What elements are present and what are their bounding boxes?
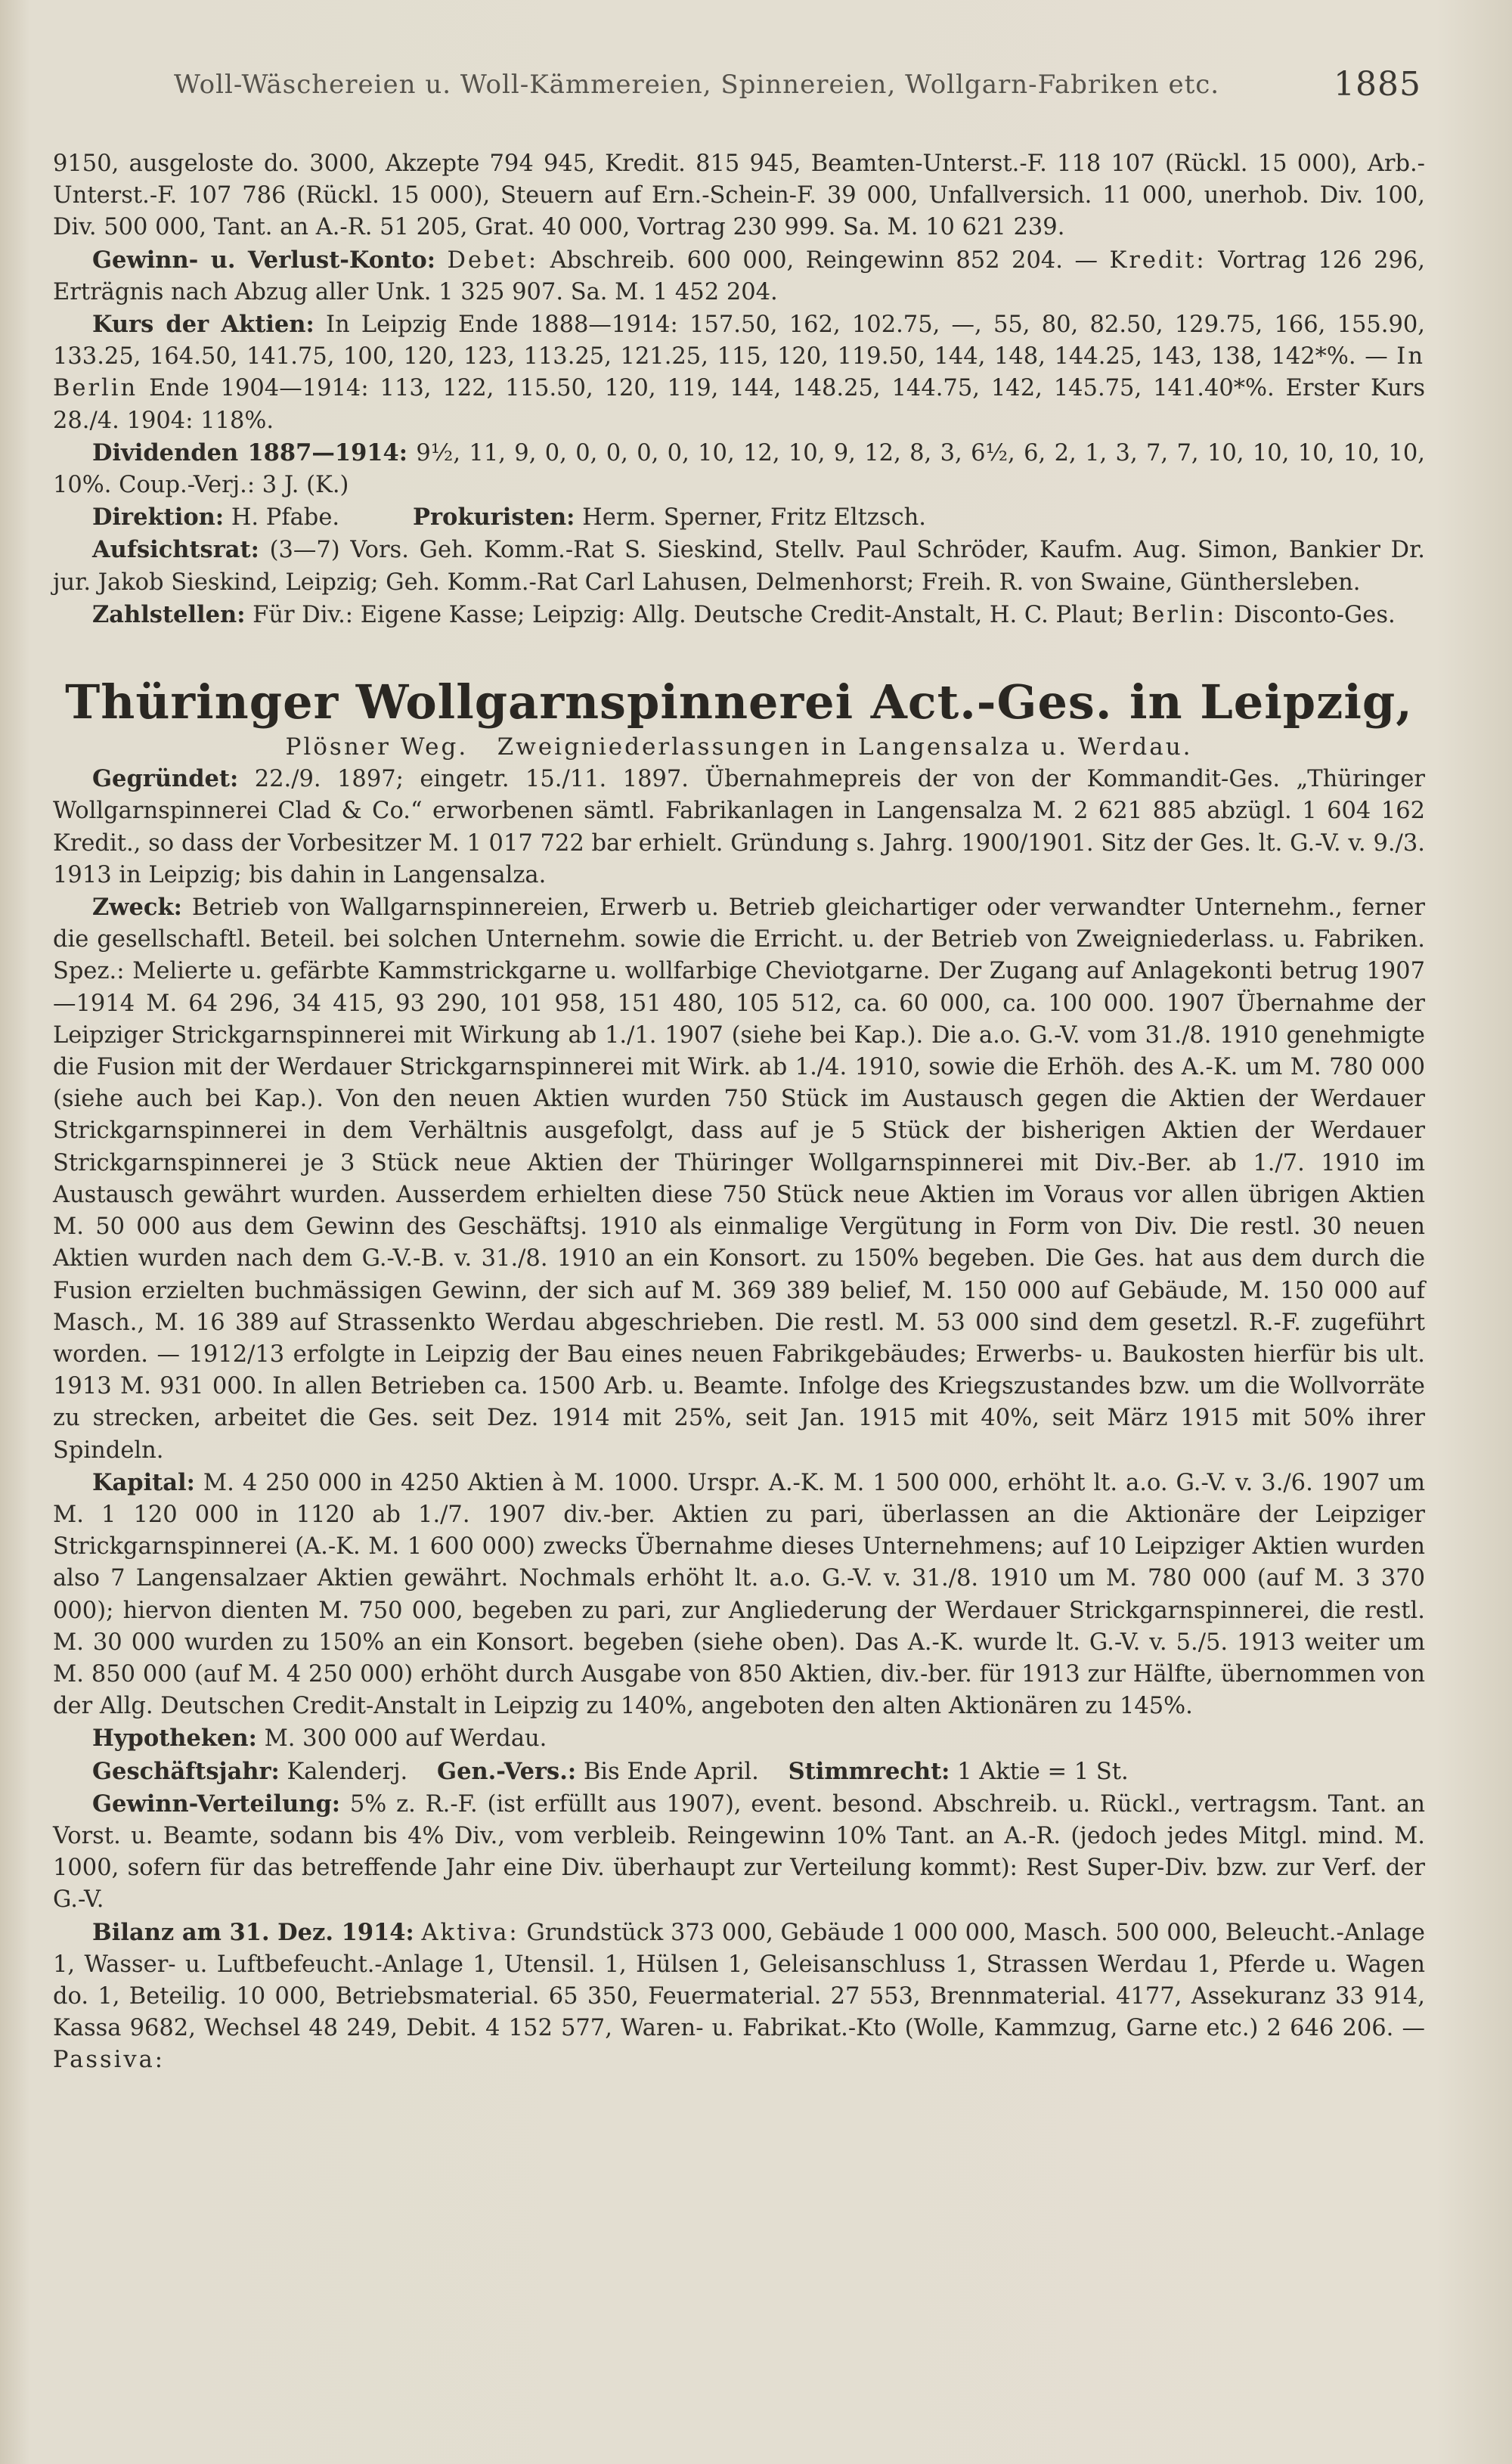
section-label: Bilanz am 31. Dez. 1914:: [92, 1918, 414, 1946]
section-text: M. 4 250 000 in 4250 Aktien à M. 1000. Urspr. A.-K. M. 1 500 000, erhöht lt. a.o. G.-V. v. 3./6. 1907 um M. 1 120 000 in 1120 ab 1./7. 1907 div.-ber. Aktien zu pari, überlassen an die Aktionäre der Leipziger Strickgarnspinnerei (A.-K. M. 1 600 000) zwecks Übernahme dieses Unternehmens; auf 10 Leipziger Aktien wurden also 7 Langensalzaer Aktien gewährt. Nochmals erhöht lt. a.o. G.-V. v. 31./8. 1910 um M. 780 000 (auf M. 3 370 000); hiervon dienten M. 750 000, begeben zu pari, zur Angliederung der Werdauer Strickgarnspinnerei, die restl. M. 30 000 wurden zu 150% an ein Konsort. begeben (siehe oben). Das A.-K. wurde lt. G.-V. v. 5./5. 1913 weiter um M. 850 000 (auf M. 4 250 000) erhöht durch Ausgabe von 850 Aktien, div.-ber. für 1913 zur Hälfte, übernommen von der Allg. Deutschen Credit-Anstalt in Leipzig zu 140%, angeboten den alten Aktionären zu 145%.: [53, 1469, 1425, 1720]
section-label: Geschäftsjahr:: [92, 1757, 280, 1785]
hypotheken: [53, 1722, 1425, 1755]
section-text: In Leipzig Ende 1888—1914: 157.50, 162, 102.75, —, 55, 80, 82.50, 129.75, 166, 155.90, 133.25, 164.50, 141.75, 100, 120, 123, 113.25, 121.25, 115, 120, 119.50, 144, 148, 144.25, 143, 138, 142*%. —: [53, 311, 1425, 370]
section-label: Direktion:: [92, 504, 225, 532]
section-label: Gewinn-Verteilung:: [92, 1790, 341, 1818]
kapital: [53, 1467, 1425, 1723]
dividenden: [53, 437, 1425, 501]
section-text: 5% z. R.-F. (ist erfüllt aus 1907), event. besond. Abschreib. u. Rückl., vertragsm. Tant. an Vorst. u. Beamte, sodann bis 4% Div., vom verbleib. Reingewinn 10% Tant. an A.-R. (jedoch jedes Mitgl. mind. M. 1000, sofern für das betreffende Jahr eine Div. überhaupt zur Verteilung kommt): Rest Super-Div. bzw. zur Verf. der G.-V.: [53, 1790, 1425, 1914]
section-label: Kurs der Aktien:: [92, 311, 314, 339]
section-text: Kalenderj.: [287, 1758, 408, 1785]
section-label: Prokuristen:: [413, 504, 575, 532]
section-label: Dividenden 1887—1914:: [92, 439, 407, 466]
section-text: 1 Aktie = 1 St.: [957, 1758, 1129, 1785]
running-header: [174, 65, 1421, 104]
section-label: Gegründet:: [92, 765, 239, 793]
section-text: 9½, 11, 9, 0, 0, 0, 0, 0, 10, 12, 10, 9, 12, 8, 3, 6½, 6, 2, 1, 3, 7, 7, 10, 10, 10, 10, 10, 10%. Coup.-Verj.: 3 J. (K.): [53, 439, 1425, 499]
section-text: Vortrag 126 296, Erträgnis nach Abzug aller Unk. 1 325 907. Sa. M. 1 452 204.: [53, 246, 1426, 305]
section-label: Stimmrecht:: [788, 1757, 950, 1785]
section-text: Abschreib. 600 000, Reingewinn 852 204. —: [550, 246, 1098, 274]
debet-label: Debet:: [447, 246, 539, 274]
passiva-label: Passiva:: [53, 2047, 166, 2074]
section-label: Zahlstellen:: [92, 600, 246, 628]
aktiva-label: Aktiva:: [421, 1919, 519, 1946]
section-text: H. Pfabe.: [231, 504, 340, 532]
section-label: Hypotheken:: [92, 1725, 257, 1753]
section-text: (3—7) Vors. Geh. Komm.-Rat S. Sieskind, Stellv. Paul Schröder, Kaufm. Aug. Simon, Bankier Dr. jur. Jakob Sieskind, Leipzig; Geh. Komm.-Rat Carl Lahusen, Delmenhorst; Freih. R. von Swaine, Günthersleben.: [53, 537, 1425, 596]
section-text: 22./9. 1897; eingetr. 15./11. 1897. Übernahmepreis der von der Kommandit-Ges. „Thüringer Wollgarnspinnerei Clad & Co.“ erworbenen sämtl. Fabrikanlagen in Langensalza M. 2 621 885 abzügl. 1 604 162 Kredit., so dass der Vorbesitzer M. 1 017 722 bar erhielt. Gründung s. Jahrg. 1900/1901. Sitz der Ges. lt. G.-V. v. 9./3. 1913 in Leipzig; bis dahin in Langensalza.: [53, 766, 1426, 888]
branches: Zweigniederlassungen in Langensalza u. Werdau.: [497, 733, 1193, 761]
section-text: Ende 1904—1914: 113, 122, 115.50, 120, 119, 144, 148.25, 144.75, 142, 145.75, 141.40*%. Erster Kurs 28./4. 1904: 118%.: [53, 375, 1425, 434]
page-number: 1885: [1334, 65, 1421, 104]
kurs-der-aktien: [53, 308, 1425, 437]
section-label: Gen.-Vers.:: [437, 1757, 577, 1785]
berlin-label: Berlin:: [1131, 601, 1227, 628]
section-text: Grundstück 373 000, Gebäude 1 000 000, Masch. 500 000, Beleucht.-Anlage 1, Wasser- u. Luftbefeucht.-Anlage 1, Utensil. 1, Hülsen 1, Geleisanschluss 1, Strassen Werdau 1, Pferde u. Wagen do. 1, Beteilig. 10 000, Betriebsmaterial. 65 350, Feuermaterial. 27 553, Brennmaterial. 4177, Assekuranz 33 914, Kassa 9682, Wechsel 48 249, Debit. 4 152 577, Waren- u. Fabrikat.-Kto (Wolle, Kammzug, Garne etc.) 2 646 206. —: [53, 1919, 1425, 2042]
section-gap: [53, 631, 1425, 674]
section-text: Disconto-Ges.: [1234, 601, 1396, 628]
berlin-label: In Berlin: [53, 343, 1425, 402]
geschaeftsjahr: [53, 1756, 1425, 1788]
section-label: Gewinn- u. Verlust-Konto:: [92, 246, 435, 274]
bilanz: [53, 1917, 1425, 2077]
aufsichtsrat: [53, 534, 1425, 598]
running-title: Woll-Wäschereien u. Woll-Kämmereien, Spinnereien, Wollgarn-Fabriken etc.: [174, 70, 1220, 100]
gegruendet: [53, 763, 1425, 891]
entry-title: Thüringer Wollgarnspinnerei Act.-Ges. in Leipzig,: [65, 674, 1413, 730]
text-column: [53, 148, 1425, 2077]
kredit-label: Kredit:: [1109, 246, 1207, 274]
address: Plösner Weg.: [285, 733, 469, 761]
section-text: Betrieb von Wallgarnspinnereien, Erwerb u. Betrieb gleichartiger oder verwandter Unternehm., ferner die gesellschaftl. Beteil. bei solchen Unternehm. sowie die Erricht. u. der Betrieb von Zweigniederlass. u. Fabriken. Spez.: Melierte u. gefärbte Kammstrickgarne u. wollfarbige Cheviotgarne. Der Zugang auf Anlagekonti betrug 1907—1914 M. 64 296, 34 415, 93 290, 101 958, 151 480, 105 512, ca. 60 000, ca. 100 000. 1907 Übernahme der Leipziger Strickgarnspinnerei mit Wirkung ab 1./1. 1907 (siehe bei Kap.). Die a.o. G.-V. vom 31./8. 1910 genehmigte die Fusion mit der Werdauer Strickgarnspinnerei mit Wirk. ab 1./4. 1910, sowie die Erhöh. des A.-K. um M. 780 000 (siehe auch bei Kap.). Von den neuen Aktien wurden 750 Stück im Austausch gegen die Aktien der Werdauer Strickgarnspinnerei in dem Verhältnis ausgefolgt, dass auf je 5 Stück der bisherigen Aktien der Werdauer Strickgarnspinnerei je 3 Stück neue Aktien der Thüringer Wollgarnspinnerei mit Div.-Ber. ab 1./7. 1910 im Austausch gewährt wurden. Ausserdem erhielten diese 750 Stück neue Aktien im Voraus vor allen übrigen Aktien M. 50 000 aus dem Gewinn des Geschäftsj. 1910 als einmalige Vergütung in Form von Div. Die restl. 30 neuen Aktien wurden nach dem G.-V.-B. v. 31./8. 1910 an ein Konsort. zu 150% begeben. Die Ges. hat aus dem durch die Fusion erzielten buchmässigen Gewinn, der sich auf M. 369 389 belief, M. 150 000 auf Gebäude, M. 150 000 auf Masch., M. 16 389 auf Strassenkto Werdau abgeschrieben. Die restl. M. 53 000 sind dem gesetzl. R.-F. zugeführt worden. — 1912/13 erfolgte in Leipzig der Bau eines neuen Fabrikgebäudes; Erwerbs- u. Baukosten hierfür bis ult. 1913 M. 931 000. In allen Betrieben ca. 1500 Arb. u. Beamte. Infolge des Kriegszustandes bzw. um die Wollvorräte zu strecken, arbeitet die Ges. seit Dez. 1914 mit 25%, seit Jan. 1915 mit 40%, seit März 1915 mit 50% ihrer Spindeln.: [53, 894, 1425, 1464]
section-text: Bis Ende April.: [583, 1758, 759, 1785]
gewinn-verteilung: [53, 1788, 1425, 1917]
section-text: Für Div.: Eigene Kasse; Leipzig: Allg. Deutsche Credit-Anstalt, H. C. Plaut;: [253, 601, 1125, 628]
section-text: Herm. Sperner, Fritz Eltzsch.: [582, 504, 926, 532]
prev-entry-balance-continuation: 9150, ausgeloste do. 3000, Akzepte 794 945, Kredit. 815 945, Beamten-Unterst.-F. 118 107 (Rückl. 15 000), Arb.-Unterst.-F. 107 786 (Rückl. 15 000), Steuern auf Ern.-Schein-F. 39 000, Unfallversich. 11 000, unerhob. Div. 100, Div. 500 000, Tant. an A.-R. 51 205, Grat. 40 000, Vortrag 230 999. Sa. M. 10 621 239.: [53, 150, 1425, 241]
section-label: Zweck:: [92, 894, 182, 922]
entry-subtitle: [53, 731, 1425, 763]
gewinn-verlust-konto: [53, 244, 1425, 308]
section-label: Kapital:: [92, 1468, 195, 1496]
section-text: M. 300 000 auf Werdau.: [264, 1725, 547, 1753]
zweck: [53, 891, 1425, 1467]
section-label: Aufsichtsrat:: [92, 536, 259, 564]
direktion: [53, 501, 1425, 534]
zahlstellen: [53, 599, 1425, 631]
